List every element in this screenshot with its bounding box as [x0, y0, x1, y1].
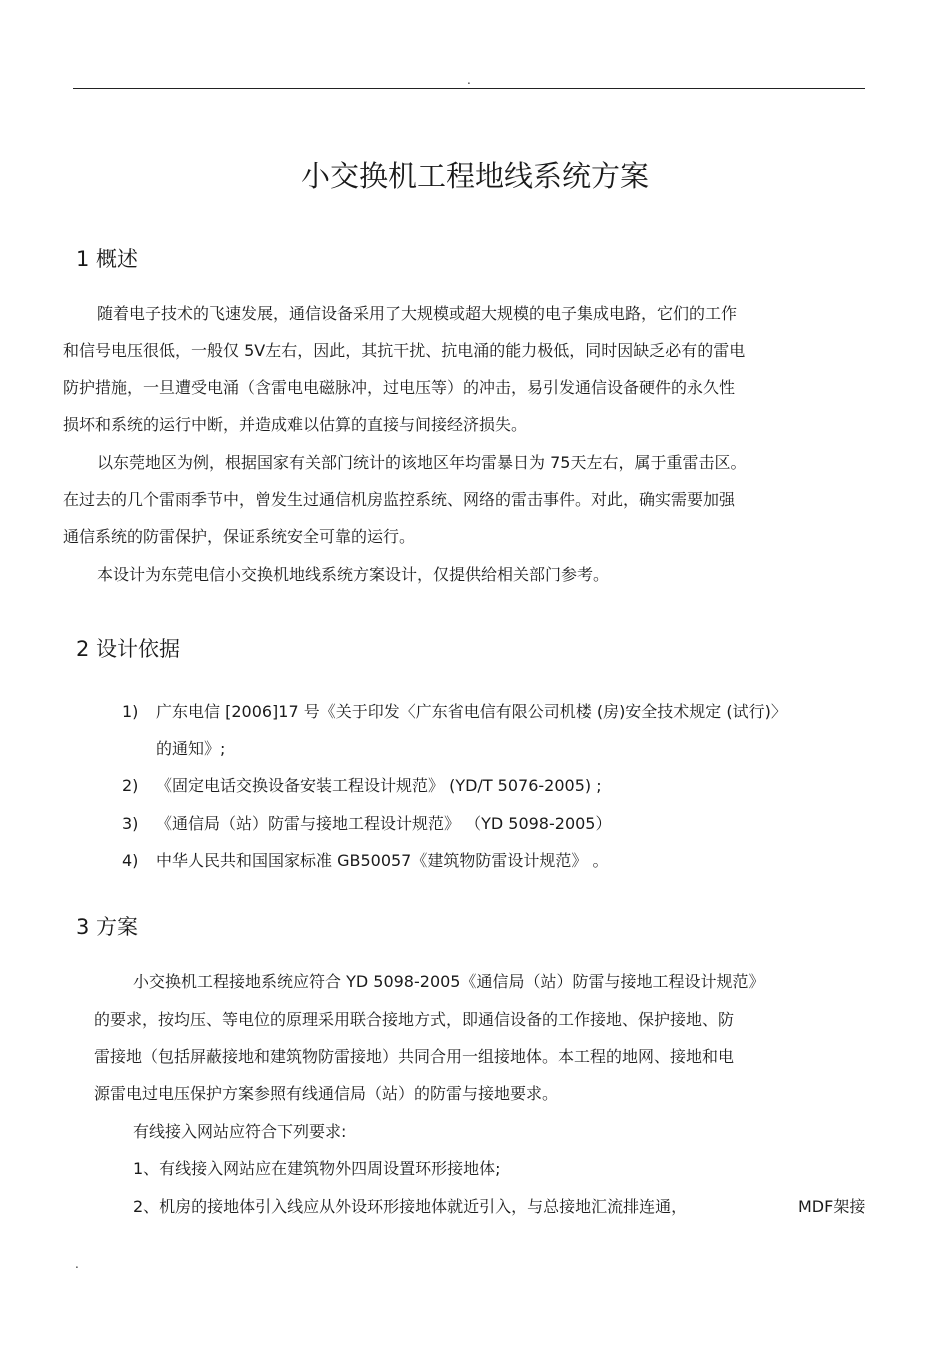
section-heading-1: 1 概述 [76, 247, 139, 271]
paragraph-line: 通信系统的防雷保护，保证系统安全可靠的运行。 [63, 527, 416, 546]
footer-dot: . [75, 1257, 79, 1271]
paragraph-line: 2、机房的接地体引入线应从外设环形接地体就近引入，与总接地汇流排连通， [133, 1197, 688, 1216]
reference-item-continuation: 的通知》; [156, 739, 226, 758]
reference-item: 《固定电话交换设备安装工程设计规范》 (YD/T 5076-2005) ; [156, 776, 602, 795]
reference-number: 1) [122, 702, 139, 721]
reference-number: 4) [122, 851, 139, 870]
page-title: 小交换机工程地线系统方案 [300, 159, 649, 193]
paragraph-line: 雷接地（包括屏蔽接地和建筑物防雷接地）共同合用一组接地体。本工程的地网、接地和电 [94, 1047, 735, 1066]
reference-number: 3) [122, 814, 139, 833]
paragraph-line: 源雷电过电压保护方案参照有线通信局（站）的防雷与接地要求。 [94, 1084, 559, 1103]
paragraph-line: 1、有线接入网站应在建筑物外四周设置环形接地体; [133, 1159, 501, 1178]
paragraph-line: 防护措施，一旦遭受电涌（含雷电电磁脉冲，过电压等）的冲击，易引发通信设备硬件的永久性 [63, 378, 736, 397]
section-heading-3: 3 方案 [76, 915, 139, 939]
section-heading-2: 2 设计依据 [76, 637, 181, 661]
paragraph-line: 本设计为东莞电信小交换机地线系统方案设计，仅提供给相关部门参考。 [97, 565, 610, 584]
paragraph-line: 随着电子技术的飞速发展，通信设备采用了大规模或超大规模的电子集成电路，它们的工作 [97, 304, 738, 323]
header-dot: . [467, 73, 471, 87]
paragraph-line: 损坏和系统的运行中断，并造成难以估算的直接与间接经济损失。 [63, 415, 528, 434]
paragraph-line: 和信号电压很低，一般仅 5V左右，因此，其抗干扰、抗电涌的能力极低，同时因缺乏必有的雷电 [63, 341, 746, 360]
paragraph-line: 小交换机工程接地系统应符合 YD 5098-2005《通信局（站）防雷与接地工程设计规范》 [133, 972, 765, 991]
reference-number: 2) [122, 776, 139, 795]
reference-item: 《通信局（站）防雷与接地工程设计规范》 （YD 5098-2005） [156, 814, 612, 833]
paragraph-line: 以东莞地区为例，根据国家有关部门统计的该地区年均雷暴日为 75天左右，属于重雷击区。 [97, 453, 747, 472]
header-rule [73, 88, 865, 89]
paragraph-line: 有线接入网站应符合下列要求: [133, 1122, 347, 1141]
reference-item: 中华人民共和国国家标准 GB50057《建筑物防雷设计规范》 。 [156, 851, 609, 870]
paragraph-line: 的要求，按均压、等电位的原理采用联合接地方式，即通信设备的工作接地、保护接地、防 [94, 1010, 735, 1029]
paragraph-line: 在过去的几个雷雨季节中，曾发生过通信机房监控系统、网络的雷击事件。对此，确实需要加强 [63, 490, 736, 509]
paragraph-line-trailing: MDF架接 [798, 1197, 866, 1216]
reference-item: 广东电信 [2006]17 号《关于印发〈广东省电信有限公司机楼 (房)安全技术规定 (试行)〉 [156, 702, 787, 721]
